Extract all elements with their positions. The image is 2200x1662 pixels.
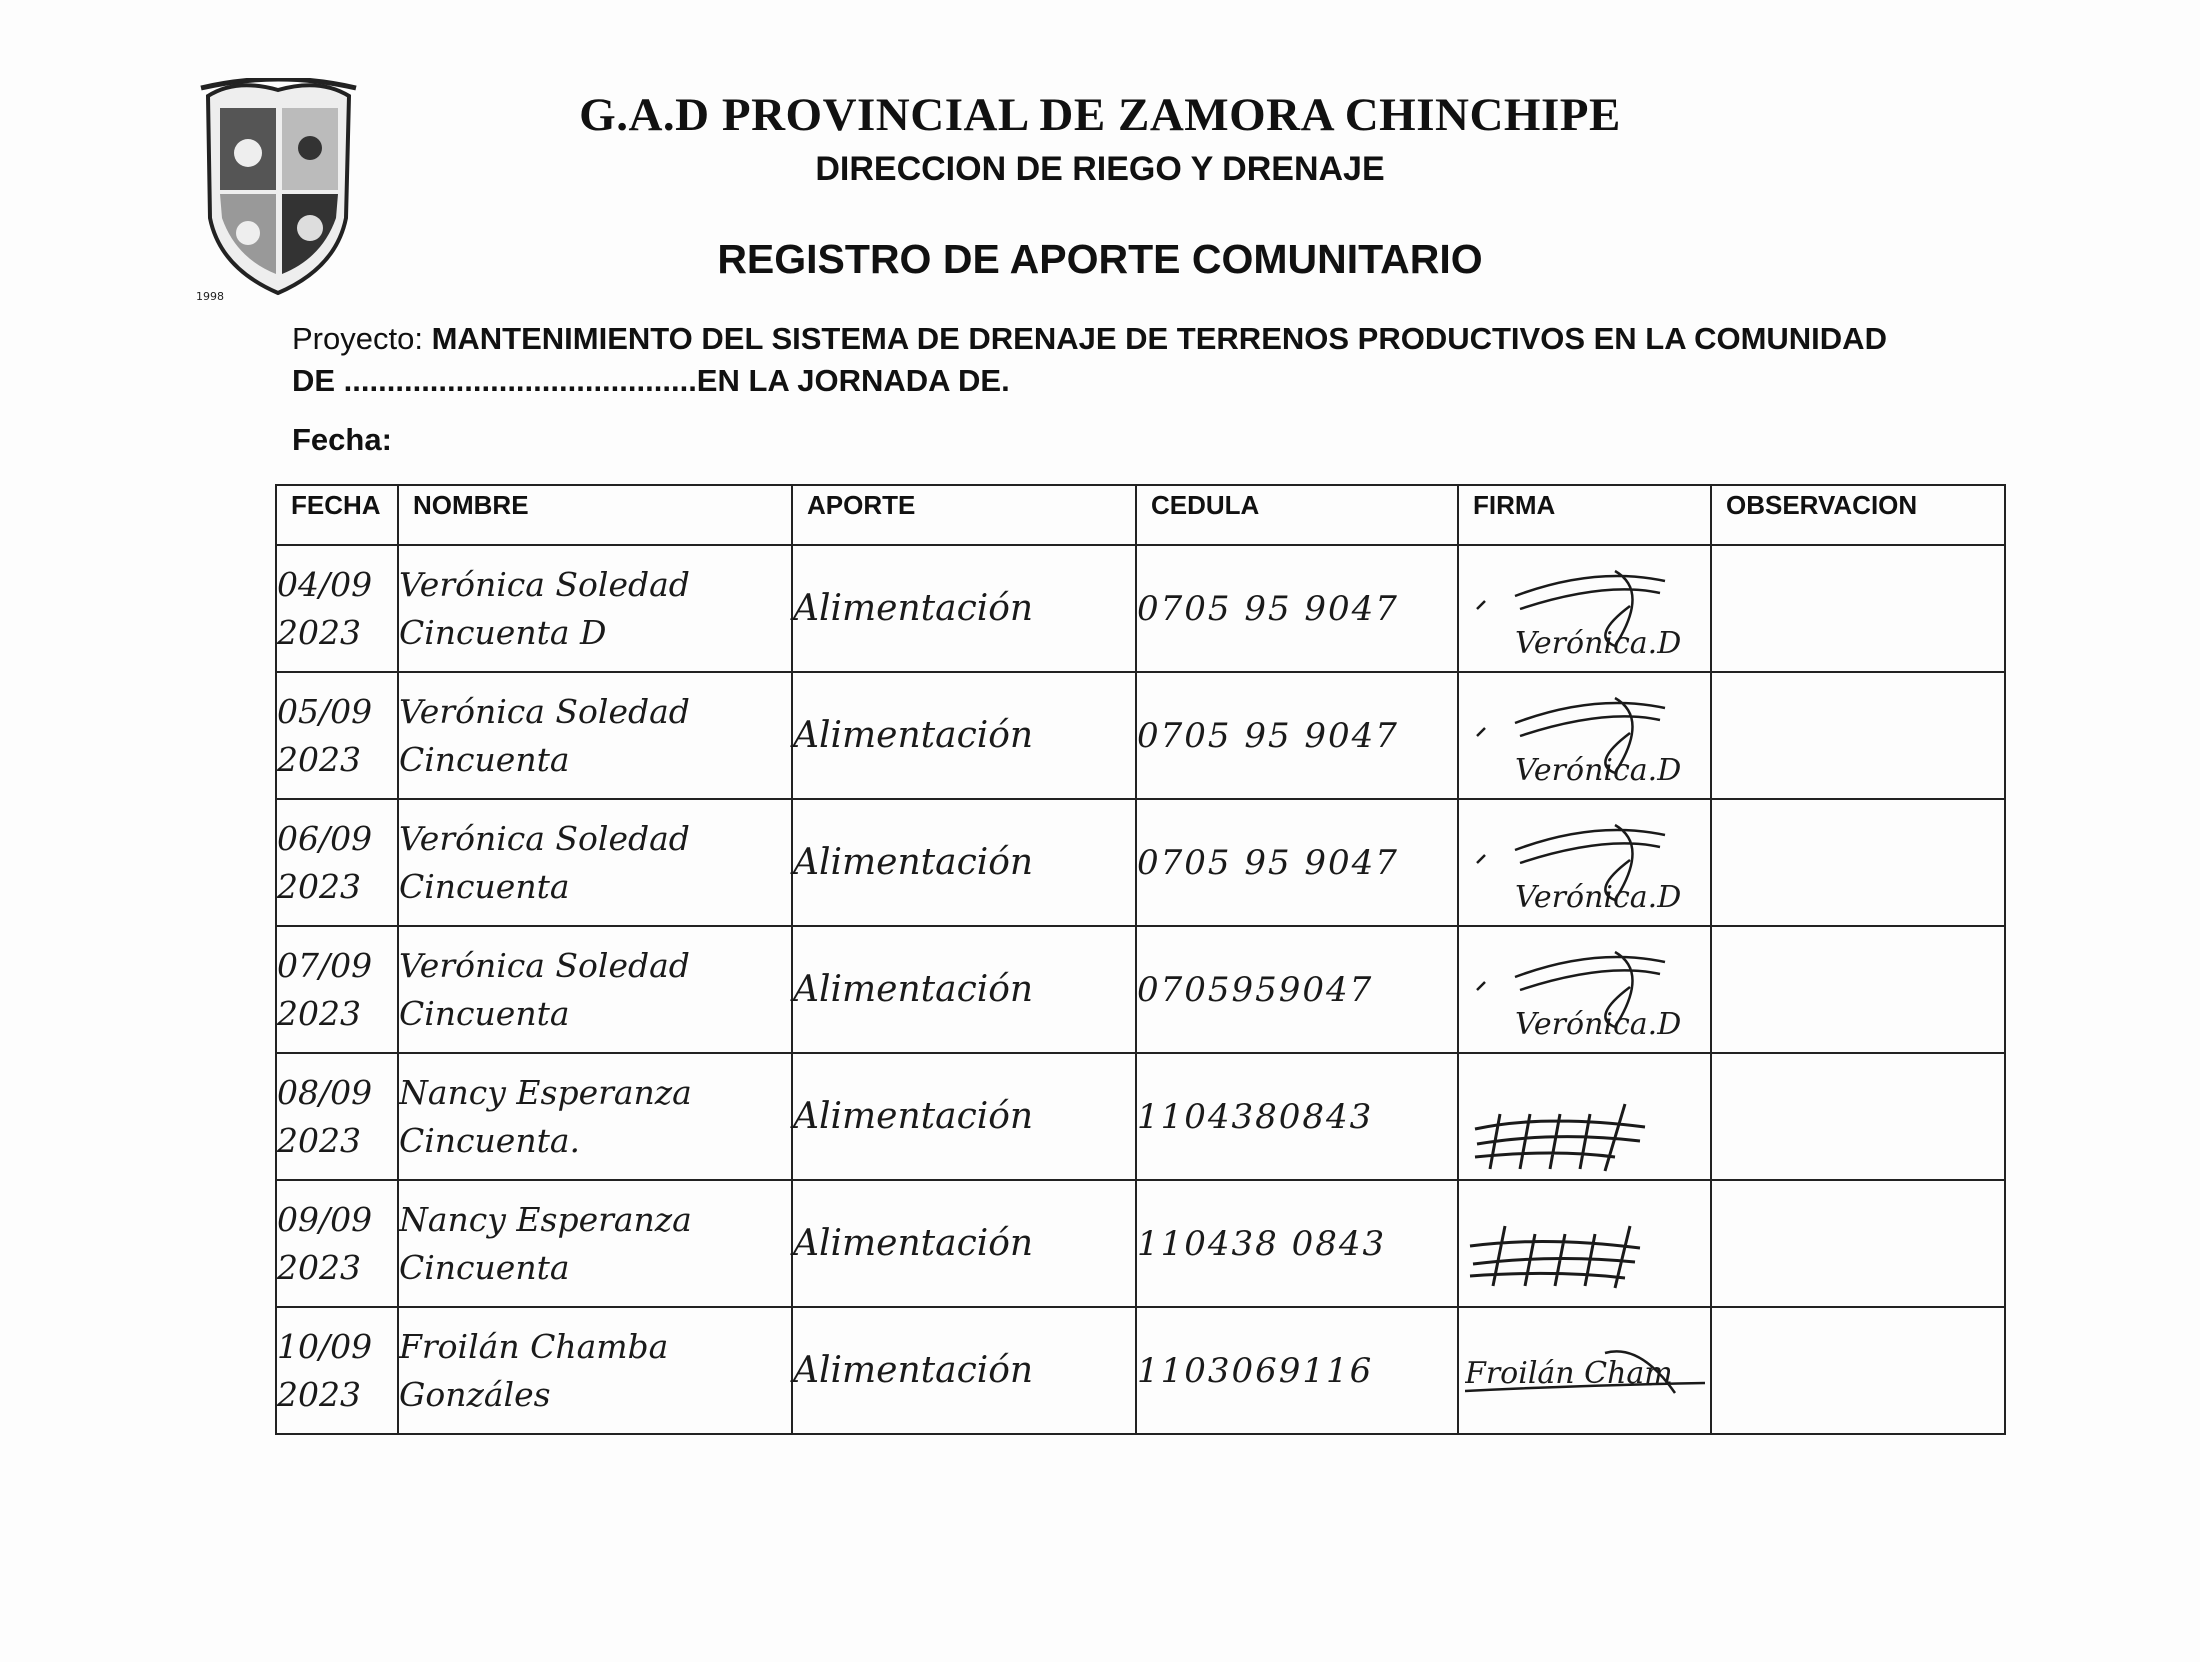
name-line2: Cincuenta — [399, 739, 570, 779]
name-line2: Cincuenta. — [399, 1120, 581, 1160]
cell-observacion — [1711, 672, 2005, 799]
cell-observacion — [1711, 926, 2005, 1053]
date-day: 10/09 — [277, 1326, 373, 1366]
cell-nombre — [398, 1053, 792, 1180]
cell-firma — [1458, 545, 1711, 672]
date-day: 04/09 — [277, 564, 373, 604]
name-line1: Verónica Soledad — [399, 564, 690, 604]
cell-aporte: Alimentación — [792, 1180, 1136, 1307]
register-table — [275, 484, 2006, 1435]
cell-observacion — [1711, 545, 2005, 672]
signature-text: Froilán Cham — [1465, 1356, 1673, 1391]
signature-image — [1465, 1313, 1710, 1428]
cell-fecha — [276, 1053, 398, 1180]
signature-image — [1465, 932, 1710, 1047]
col-header-cedula: CEDULA — [1136, 485, 1458, 545]
col-header-observacion: OBSERVACION — [1711, 485, 2005, 545]
table-row — [276, 1053, 2005, 1180]
table-header-row — [276, 485, 2005, 545]
cell-firma — [1458, 1053, 1711, 1180]
date-year: 2023 — [277, 993, 361, 1033]
col-header-nombre: NOMBRE — [398, 485, 792, 545]
cell-nombre — [398, 799, 792, 926]
cell-nombre — [398, 545, 792, 672]
cell-firma — [1458, 799, 1711, 926]
signature-image — [1465, 551, 1710, 666]
name-line1: Froilán Chamba — [399, 1326, 669, 1366]
cell-fecha — [276, 926, 398, 1053]
cell-fecha — [276, 799, 398, 926]
date-day: 09/09 — [277, 1199, 373, 1239]
org-title: G.A.D PROVINCIAL DE ZAMORA CHINCHIPE — [579, 89, 1621, 141]
cell-cedula: 0705 95 9047 — [1136, 799, 1458, 926]
name-line1: Nancy Esperanza — [399, 1199, 692, 1239]
cell-cedula: 0705 95 9047 — [1136, 672, 1458, 799]
name-line1: Nancy Esperanza — [399, 1072, 692, 1112]
col-header-aporte: APORTE — [792, 485, 1136, 545]
document-title: REGISTRO DE APORTE COMUNITARIO — [717, 236, 1483, 282]
date-year: 2023 — [277, 866, 361, 906]
signature-image — [1465, 1186, 1710, 1301]
cell-aporte: Alimentación — [792, 1053, 1136, 1180]
cell-fecha — [276, 1180, 398, 1307]
cell-firma — [1458, 672, 1711, 799]
date-year: 2023 — [277, 1247, 361, 1287]
table-row — [276, 672, 2005, 799]
cell-aporte: Alimentación — [792, 672, 1136, 799]
date-day: 08/09 — [277, 1072, 373, 1112]
cell-nombre — [398, 926, 792, 1053]
name-line2: Cincuenta — [399, 993, 570, 1033]
cell-firma — [1458, 926, 1711, 1053]
signature-image — [1465, 678, 1710, 793]
date-year: 2023 — [277, 739, 361, 779]
col-header-firma: FIRMA — [1458, 485, 1711, 545]
date-year: 2023 — [277, 1374, 361, 1414]
date-year: 2023 — [277, 1120, 361, 1160]
project-line2: DE .........................................EN LA JORNADA DE. — [292, 363, 1010, 398]
project-line1: MANTENIMIENTO DEL SISTEMA DE DRENAJE DE TERRENOS PRODUCTIVOS EN LA COMUNIDAD — [431, 321, 1887, 356]
cell-aporte: Alimentación — [792, 545, 1136, 672]
cell-firma — [1458, 1307, 1711, 1434]
signature-text: Verónica.D — [1515, 1007, 1682, 1042]
cell-nombre — [398, 672, 792, 799]
cell-aporte: Alimentación — [792, 1307, 1136, 1434]
logo-caption: 1998 — [196, 290, 224, 303]
table-row — [276, 1307, 2005, 1434]
cell-aporte: Alimentación — [792, 799, 1136, 926]
fecha-label: Fecha: — [292, 422, 392, 457]
signature-image — [1465, 805, 1710, 920]
cell-observacion — [1711, 1307, 2005, 1434]
cell-fecha — [276, 1307, 398, 1434]
cell-cedula: 1103069116 — [1136, 1307, 1458, 1434]
project-label: Proyecto: — [292, 321, 423, 356]
signature-text: Verónica.D — [1515, 880, 1682, 915]
dept-title: DIRECCION DE RIEGO Y DRENAJE — [815, 150, 1385, 188]
cell-fecha — [276, 545, 398, 672]
cell-cedula: 0705959047 — [1136, 926, 1458, 1053]
signature-image — [1465, 1059, 1710, 1174]
col-header-fecha: FECHA — [276, 485, 398, 545]
project-description — [292, 318, 1992, 402]
cell-nombre — [398, 1307, 792, 1434]
signature-text: Verónica.D — [1515, 753, 1682, 788]
table-row — [276, 799, 2005, 926]
date-day: 05/09 — [277, 691, 373, 731]
cell-fecha — [276, 672, 398, 799]
date-day: 07/09 — [277, 945, 373, 985]
cell-nombre — [398, 1180, 792, 1307]
date-year: 2023 — [277, 612, 361, 652]
cell-observacion — [1711, 799, 2005, 926]
name-line2: Cincuenta — [399, 866, 570, 906]
cell-observacion — [1711, 1180, 2005, 1307]
name-line2: Cincuenta D — [399, 612, 607, 652]
cell-aporte: Alimentación — [792, 926, 1136, 1053]
name-line2: Cincuenta — [399, 1247, 570, 1287]
cell-firma — [1458, 1180, 1711, 1307]
cell-cedula: 1104380843 — [1136, 1053, 1458, 1180]
signature-text: Verónica.D — [1515, 626, 1682, 661]
date-day: 06/09 — [277, 818, 373, 858]
cell-cedula: 110438 0843 — [1136, 1180, 1458, 1307]
table-row — [276, 545, 2005, 672]
name-line1: Verónica Soledad — [399, 818, 690, 858]
table-row — [276, 1180, 2005, 1307]
table-row — [276, 926, 2005, 1053]
cell-observacion — [1711, 1053, 2005, 1180]
cell-cedula: 0705 95 9047 — [1136, 545, 1458, 672]
name-line1: Verónica Soledad — [399, 691, 690, 731]
name-line2: Gonzáles — [399, 1374, 551, 1414]
name-line1: Verónica Soledad — [399, 945, 690, 985]
